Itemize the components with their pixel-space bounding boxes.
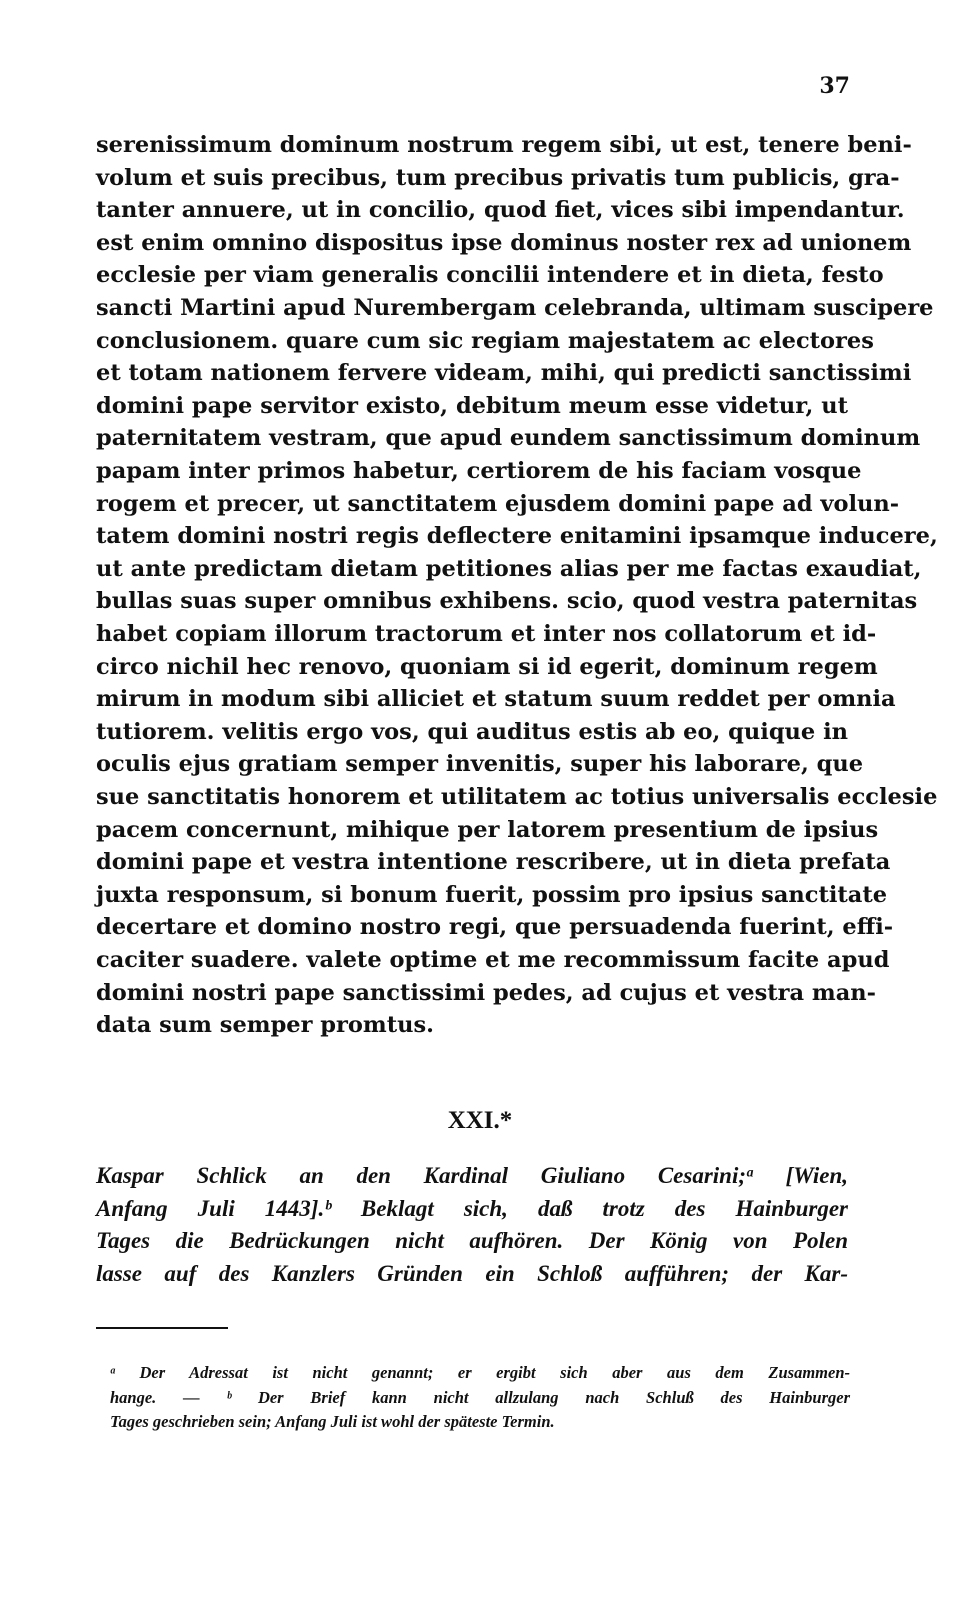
body-text-line: sancti Martini apud Nurembergam celebranda, ultimam suscipere xyxy=(96,295,934,321)
body-text-line: tanter annuere, ut in concilio, quod fiet, vices sibi impendantur. xyxy=(96,197,905,224)
body-text-line: papam inter primos habetur, certiorem de his faciam vosque xyxy=(96,458,862,484)
body-text-line: domini pape et vestra intentione rescribere, ut in dieta prefata xyxy=(96,849,891,876)
body-text-line: volum et suis precibus, tum precibus privatis tum publicis, gra- xyxy=(96,164,900,191)
summary-line: Anfang Juli 1443].ᵇ Beklagt sich, daß trotz des Hainburger xyxy=(96,1195,848,1221)
summary-line: Kaspar Schlick an den Kardinal Giuliano Cesarini;ᵃ [Wien, xyxy=(96,1163,848,1188)
summary-line: Tages die Bedrückungen nicht aufhören. Der König von Polen xyxy=(96,1228,848,1253)
body-text-line: rogem et precer, ut sanctitatem ejusdem domini pape ad volun- xyxy=(96,490,900,517)
body-text-line: oculis ejus gratiam semper invenitis, super his laborare, que xyxy=(96,751,864,778)
footnote-line: ᵃ Der Adressat ist nicht genannt; er ergibt sich aber aus dem Zusammen- xyxy=(110,1363,850,1382)
body-text-line: et totam nationem fervere videam, mihi, qui predicti sanctissimi xyxy=(96,360,912,387)
body-text-line: serenissimum dominum nostrum regem sibi, ut est, tenere beni- xyxy=(96,132,912,158)
body-text-line: decertare et domino nostro regi, que persuadenda fuerint, effi- xyxy=(96,914,894,941)
body-text-line: juxta responsum, si bonum fuerit, possim pro ipsius sanctitate xyxy=(96,881,888,908)
body-text-line: pacem concernunt, mihique per latorem presentium de ipsius xyxy=(96,816,879,843)
body-text-line: ut ante predictam dietam petitiones alias per me factas exaudiat, xyxy=(96,555,922,582)
body-text-line: ecclesie per viam generalis concilii intendere et in dieta, festo xyxy=(96,262,884,289)
body-text-line: sue sanctitatis honorem et utilitatem ac totius universalis ecclesie xyxy=(96,784,938,810)
body-text-line: domini nostri pape sanctissimi pedes, ad cujus et vestra man- xyxy=(96,979,876,1006)
body-text-line: mirum in modum sibi alliciet et statum suum reddet per omnia xyxy=(96,686,896,713)
footnote-line: hange. — ᵇ Der Brief kann nicht allzulang nach Schluß des Hainburger xyxy=(110,1387,850,1407)
summary-line: lasse auf des Kanzlers Gründen ein Schloß aufführen; der Kar- xyxy=(96,1260,848,1286)
body-text-line: est enim omnino dispositus ipse dominus noster rex ad unionem xyxy=(96,229,912,256)
body-text-line: domini pape servitor existo, debitum meum esse videtur, ut xyxy=(96,392,848,419)
body-text-line: data sum semper promtus. xyxy=(96,1012,434,1039)
body-text-line: habet copiam illorum tractorum et inter nos collatorum et id- xyxy=(96,621,877,647)
body-text-line: conclusionem. quare cum sic regiam majestatem ac electores xyxy=(96,327,874,354)
section-heading: XXI.* xyxy=(447,1107,513,1134)
footnote-rule xyxy=(96,1327,228,1329)
footnote-line: Tages geschrieben sein; Anfang Juli ist wohl der späteste Termin. xyxy=(110,1412,555,1431)
body-text-line: paternitatem vestram, que apud eundem sanctissimum dominum xyxy=(96,425,921,452)
body-text-line: tatem domini nostri regis deflectere enitamini ipsamque inducere, xyxy=(96,523,938,550)
page-number: 37 xyxy=(819,73,850,99)
body-text-line: tutiorem. velitis ergo vos, qui auditus estis ab eo, quique in xyxy=(96,718,848,745)
body-text-line: caciter suadere. valete optime et me recommissum facite apud xyxy=(96,947,890,973)
body-text-line: circo nichil hec renovo, quoniam si id egerit, dominum regem xyxy=(96,653,878,680)
body-text-line: bullas suas super omnibus exhibens. scio, quod vestra paternitas xyxy=(96,588,918,615)
